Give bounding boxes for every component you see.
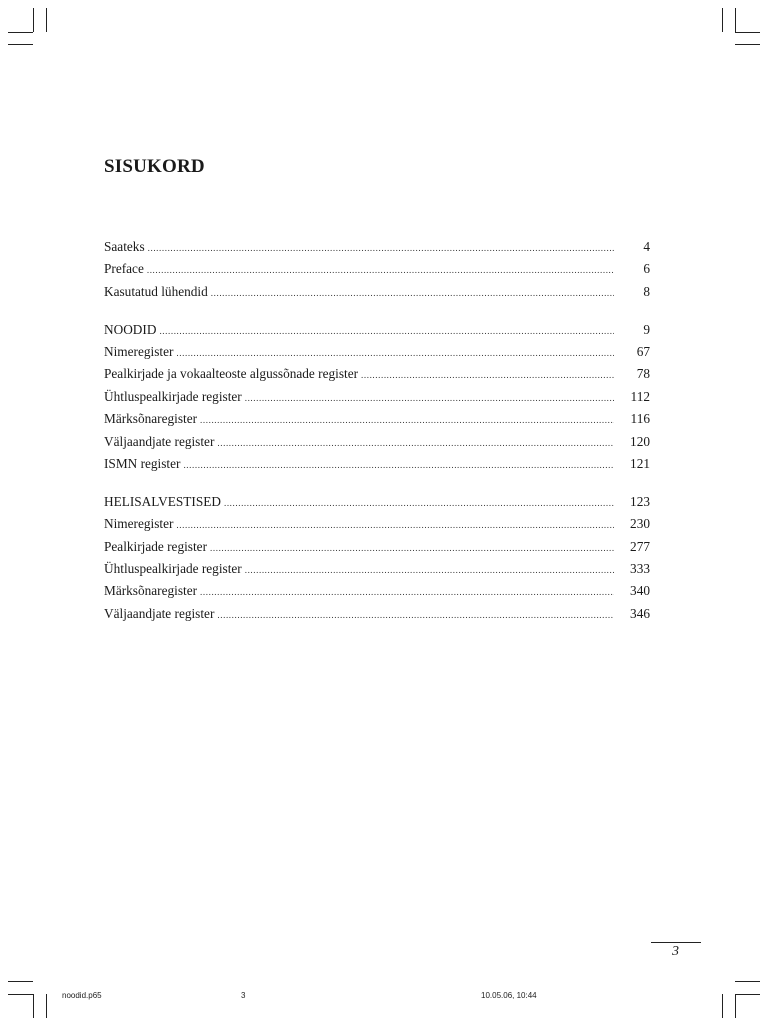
- toc-entry-label: Ühtluspealkirjade register: [104, 561, 242, 577]
- toc-entry-page: 8: [643, 283, 650, 299]
- toc-entry-label: Nimeregister: [104, 516, 174, 532]
- crop-mark: [735, 44, 760, 45]
- toc-entry-page: 78: [636, 366, 650, 382]
- toc-dot-leader: [224, 492, 614, 514]
- toc-entry: [104, 513, 650, 535]
- toc-entry: [104, 258, 650, 280]
- toc-entry-page: 9: [643, 321, 650, 337]
- toc-entry: [104, 281, 650, 303]
- toc-entry-label: Nimeregister: [104, 344, 174, 360]
- toc-dot-leader: [210, 537, 614, 559]
- crop-mark: [735, 981, 760, 982]
- toc-group: [104, 236, 650, 303]
- slug-page: 3: [241, 991, 246, 1000]
- toc-entry: [104, 491, 650, 513]
- toc-entry-page: 230: [630, 516, 650, 532]
- toc-entry: [104, 363, 650, 385]
- toc-entry-label: NOODID: [104, 321, 157, 337]
- crop-mark: [735, 994, 760, 995]
- crop-mark: [722, 8, 723, 32]
- toc-dot-leader: [200, 581, 614, 603]
- toc-dot-leader: [183, 454, 614, 476]
- crop-mark: [46, 8, 47, 32]
- toc-entry: [104, 386, 650, 408]
- toc-entry-page: 120: [630, 433, 650, 449]
- toc-dot-leader: [176, 342, 614, 364]
- toc-entry: [104, 431, 650, 453]
- crop-mark: [722, 994, 723, 1018]
- toc-entry-label: Saateks: [104, 239, 145, 254]
- toc-entry-page: 277: [630, 538, 650, 554]
- toc-entry-page: 121: [630, 456, 650, 472]
- toc-dot-leader: [245, 559, 614, 581]
- toc-group: [104, 491, 650, 625]
- crop-mark: [33, 994, 34, 1018]
- toc-entry-label: HELISALVESTISED: [104, 493, 221, 509]
- page-number-rule: [651, 942, 701, 943]
- toc-entry-label: Märksõnaregister: [104, 583, 198, 599]
- toc-entry-page: 346: [630, 605, 650, 621]
- toc-entry-label: Väljaandjate register: [104, 433, 215, 449]
- table-of-contents: [104, 236, 650, 641]
- toc-dot-leader: [147, 259, 614, 281]
- toc-dot-leader: [211, 282, 614, 304]
- toc-entry-label: Väljaandjate register: [104, 605, 215, 621]
- toc-entry: [104, 319, 650, 341]
- toc-dot-leader: [361, 364, 614, 386]
- toc-entry-page: 123: [630, 493, 650, 509]
- toc-entry-page: 67: [636, 344, 650, 360]
- crop-mark: [46, 994, 47, 1018]
- crop-mark: [735, 8, 736, 32]
- page-title: SISUKORD: [104, 156, 205, 177]
- toc-entry: [104, 536, 650, 558]
- toc-entry: [104, 580, 650, 602]
- toc-entry-label: Kasutatud lühendid: [104, 283, 208, 299]
- crop-mark: [8, 981, 33, 982]
- toc-entry-label: Ühtluspealkirjade register: [104, 388, 242, 404]
- crop-mark: [8, 32, 33, 33]
- toc-entry: [104, 453, 650, 475]
- page-number: 3: [672, 944, 679, 959]
- toc-group: [104, 319, 650, 476]
- toc-dot-leader: [217, 604, 614, 626]
- toc-entry-page: 6: [643, 261, 650, 277]
- toc-entry-label: Pealkirjade ja vokaalteoste algussõnade register: [104, 366, 359, 382]
- toc-entry-label: Preface: [104, 261, 144, 277]
- toc-dot-leader: [245, 387, 614, 409]
- crop-mark: [735, 994, 736, 1018]
- toc-dot-leader: [200, 409, 614, 431]
- toc-entry: [104, 558, 650, 580]
- toc-entry-page: 116: [630, 411, 650, 427]
- crop-mark: [33, 8, 34, 32]
- toc-entry-page: 333: [630, 561, 650, 577]
- toc-entry-label: Märksõnaregister: [104, 411, 198, 427]
- toc-entry: [104, 603, 650, 625]
- slug-timestamp: 10.05.06, 10:44: [481, 991, 537, 1000]
- crop-mark: [8, 44, 33, 45]
- toc-entry-page: 112: [630, 388, 650, 404]
- toc-entry-page: 4: [643, 239, 650, 254]
- toc-entry: [104, 408, 650, 430]
- toc-entry: [104, 236, 650, 258]
- toc-dot-leader: [217, 432, 614, 454]
- toc-entry-label: Pealkirjade register: [104, 538, 208, 554]
- slug-filename: noodid.p65: [62, 991, 102, 1000]
- toc-dot-leader: [148, 237, 614, 259]
- crop-mark: [8, 994, 33, 995]
- toc-entry-page: 340: [630, 583, 650, 599]
- toc-dot-leader: [159, 320, 614, 342]
- toc-entry: [104, 341, 650, 363]
- toc-entry-label: ISMN register: [104, 456, 181, 472]
- crop-mark: [735, 32, 760, 33]
- toc-dot-leader: [176, 514, 614, 536]
